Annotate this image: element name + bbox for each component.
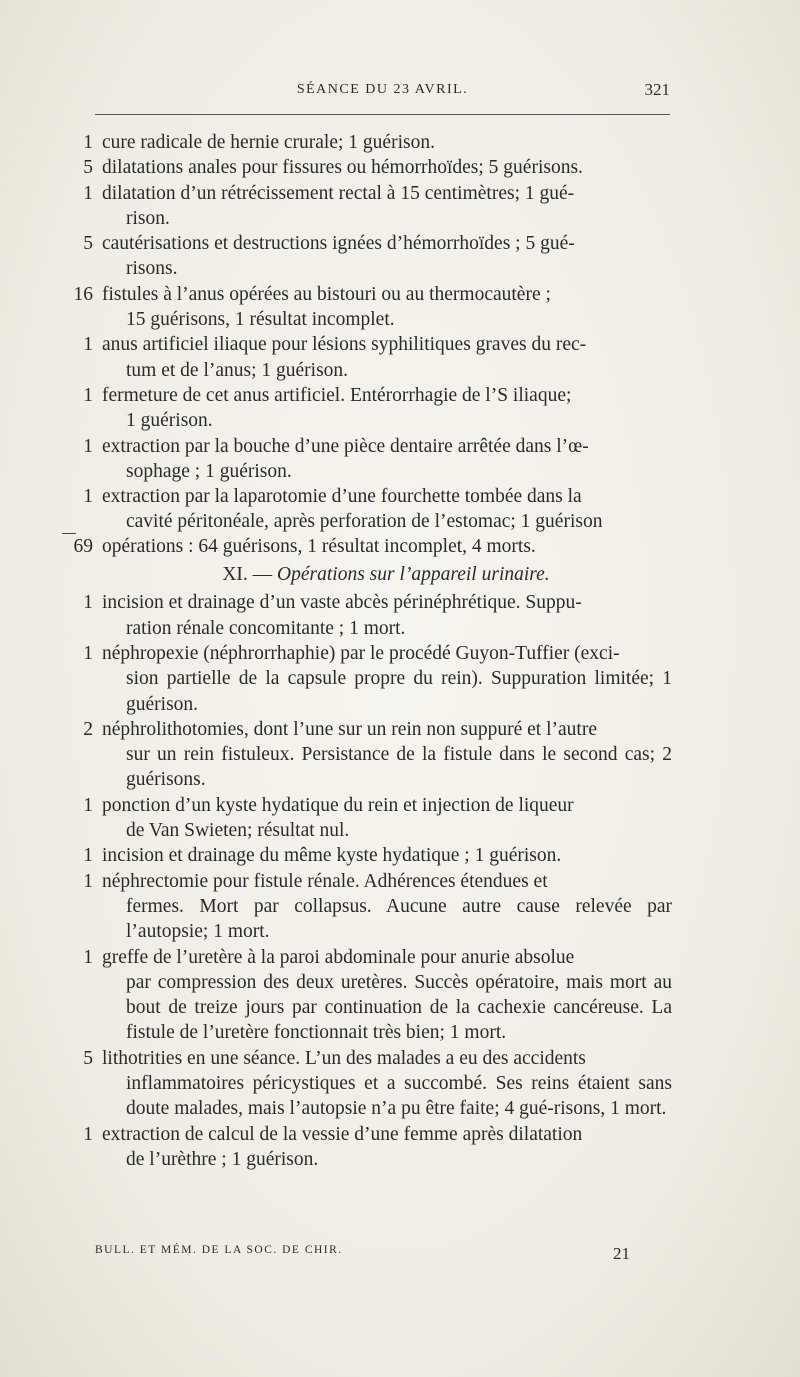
- description-first-line: lithotrities en une séance. L’un des malades a eu des accidents: [102, 1047, 586, 1069]
- operation-count: 1: [83, 592, 93, 614]
- operations-list-digestive: [60, 130, 672, 535]
- list-item: [60, 590, 672, 641]
- list-item: [60, 231, 672, 282]
- operation-description: [93, 383, 672, 434]
- operation-count: 1: [83, 384, 93, 406]
- signature-number: 21: [613, 1244, 630, 1263]
- list-item: [60, 717, 672, 793]
- description-first-line: ponction d’un kyste hydatique du rein et injection de liqueur: [102, 794, 574, 816]
- operation-count: 1: [83, 794, 93, 816]
- header-rule: [95, 114, 670, 115]
- operation-count: 16: [73, 283, 93, 305]
- description-first-line: néphrectomie pour fistule rénale. Adhérences étendues et: [102, 870, 548, 892]
- description-first-line: greffe de l’uretère à la paroi abdominale pour anurie absolue: [102, 946, 575, 968]
- list-item: [60, 641, 672, 717]
- operation-count: 1: [83, 132, 93, 153]
- body-text: [60, 130, 672, 1172]
- operation-description: [93, 641, 672, 717]
- description-first-line: extraction de calcul de la vessie d’une femme après dilatation: [102, 1123, 583, 1145]
- operation-count: 1: [83, 870, 93, 892]
- page-footer: [95, 1244, 630, 1268]
- operation-description: [93, 282, 672, 333]
- operation-description: [93, 130, 672, 155]
- operation-description: [93, 590, 672, 641]
- section-title: Opérations sur l’appareil urinaire.: [277, 564, 550, 586]
- description-first-line: dilatation d’un rétrécissement rectal à 15 centimètres; 1 gué-: [102, 182, 575, 204]
- section-heading: [60, 562, 672, 587]
- description-first-line: fistules à l’anus opérées au bistouri ou au thermocautère ;: [102, 283, 551, 305]
- section-number: XI. —: [222, 564, 273, 586]
- journal-signature: BULL. ET MÉM. DE LA SOC. DE CHIR.: [95, 1244, 343, 1256]
- list-item: [60, 383, 672, 434]
- description-continuation: sophage ; 1 guérison.: [126, 460, 292, 482]
- operation-description: [93, 1122, 672, 1173]
- description-first-line: incision et drainage du même kyste hydatique ; 1 guérison.: [102, 845, 562, 867]
- operation-count: 1: [83, 642, 93, 664]
- list-item: [60, 155, 672, 180]
- list-item: [60, 130, 672, 155]
- description-continuation: inflammatoires péricystiques et a succombé. Ses reins étaient sans doute malades, mais l’autopsie n’a pu être faite; 4 gué-risons, 1 mort.: [126, 1072, 672, 1120]
- description-first-line: fermeture de cet anus artificiel. Entérorrhagie de l’S iliaque;: [102, 384, 572, 406]
- page-number: 321: [644, 80, 670, 99]
- description-continuation: 15 guérisons, 1 résultat incomplet.: [126, 309, 395, 331]
- operations-list-urinary: [60, 590, 672, 1172]
- operation-count: 5: [83, 157, 93, 179]
- operation-count: 1: [83, 182, 93, 204]
- operation-count: 5: [83, 233, 93, 255]
- description-first-line: cautérisations et destructions ignées d’hémorrhoïdes ; 5 gué-: [102, 233, 575, 255]
- operation-description: [93, 231, 672, 282]
- list-item: [60, 484, 672, 535]
- description-first-line: incision et drainage d’un vaste abcès périnéphrétique. Suppu-: [102, 592, 582, 614]
- description-continuation: 1 guérison.: [126, 410, 213, 432]
- description-first-line: néphrolithotomies, dont l’une sur un rein non suppuré et l’autre: [102, 718, 597, 740]
- description-continuation: ration rénale concomitante ; 1 mort.: [126, 617, 406, 639]
- description-first-line: extraction par la bouche d’une pièce dentaire arrêtée dans l’œ-: [102, 435, 589, 457]
- page-header: [95, 80, 670, 104]
- total-line: [60, 534, 672, 559]
- description-continuation: sur un rein fistuleux. Persistance de la fistule dans le second cas; 2 guérisons.: [126, 744, 672, 791]
- description-continuation: sion partielle de la capsule propre du rein). Suppuration limitée; 1 guérison.: [126, 668, 672, 715]
- list-item: [60, 1122, 672, 1173]
- operation-description: [93, 332, 672, 383]
- operation-count: 1: [83, 946, 93, 968]
- description-first-line: extraction par la laparotomie d’une fourchette tombée dans la: [102, 486, 582, 508]
- operation-description: [93, 945, 672, 1046]
- description-continuation: risons.: [126, 258, 178, 280]
- description-continuation: tum et de l’anus; 1 guérison.: [126, 359, 349, 381]
- operation-count: 1: [83, 435, 93, 457]
- description-continuation: par compression des deux uretères. Succès opératoire, mais mort au bout de treize jours par continuation de la cachexie cancéreuse. La fistule de l’uretère fonctionnait très bien; 1 mort.: [126, 971, 672, 1044]
- operation-count: 1: [83, 845, 93, 867]
- operation-count: 2: [83, 718, 93, 740]
- list-item: [60, 282, 672, 333]
- list-item: [60, 1046, 672, 1122]
- list-item: [60, 869, 672, 945]
- operation-description: [93, 484, 672, 535]
- operation-description: [93, 155, 672, 180]
- list-item: [60, 843, 672, 868]
- description-continuation: rison.: [126, 207, 170, 229]
- operation-description: [93, 717, 672, 793]
- list-item: [60, 945, 672, 1046]
- list-item: [60, 793, 672, 844]
- operation-description: [93, 793, 672, 844]
- description-first-line: néphropexie (néphrorrhaphie) par le procédé Guyon-Tuffier (exci-: [102, 642, 620, 664]
- description-first-line: dilatations anales pour fissures ou hémorrhoïdes; 5 guérisons.: [102, 157, 583, 179]
- list-item: [60, 434, 672, 485]
- operation-description: [93, 181, 672, 232]
- total-count: 69: [73, 535, 93, 557]
- operation-count: 5: [83, 1047, 93, 1069]
- list-item: [60, 332, 672, 383]
- description-continuation: cavité péritonéale, après perforation de l’estomac; 1 guérison: [126, 511, 603, 533]
- description-continuation: de Van Swieten; résultat nul.: [126, 820, 350, 842]
- description-continuation: fermes. Mort par collapsus. Aucune autre cause relevée par l’autopsie; 1 mort.: [126, 895, 672, 943]
- operation-description: [93, 843, 672, 868]
- operation-count: 1: [83, 334, 93, 356]
- description-first-line: anus artificiel iliaque pour lésions syphilitiques graves du rec-: [102, 334, 587, 356]
- list-item: [60, 181, 672, 232]
- running-head: SÉANCE DU 23 AVRIL.: [296, 82, 469, 97]
- operation-description: [93, 869, 672, 945]
- description-first-line: cure radicale de hernie crurale; 1 guérison.: [102, 132, 435, 153]
- operation-description: [93, 1046, 672, 1122]
- operation-count: 1: [83, 1123, 93, 1145]
- operation-count: 1: [83, 486, 93, 508]
- total-text: opérations : 64 guérisons, 1 résultat incomplet, 4 morts.: [102, 535, 536, 557]
- description-continuation: de l’urèthre ; 1 guérison.: [126, 1148, 319, 1170]
- operation-description: [93, 434, 672, 485]
